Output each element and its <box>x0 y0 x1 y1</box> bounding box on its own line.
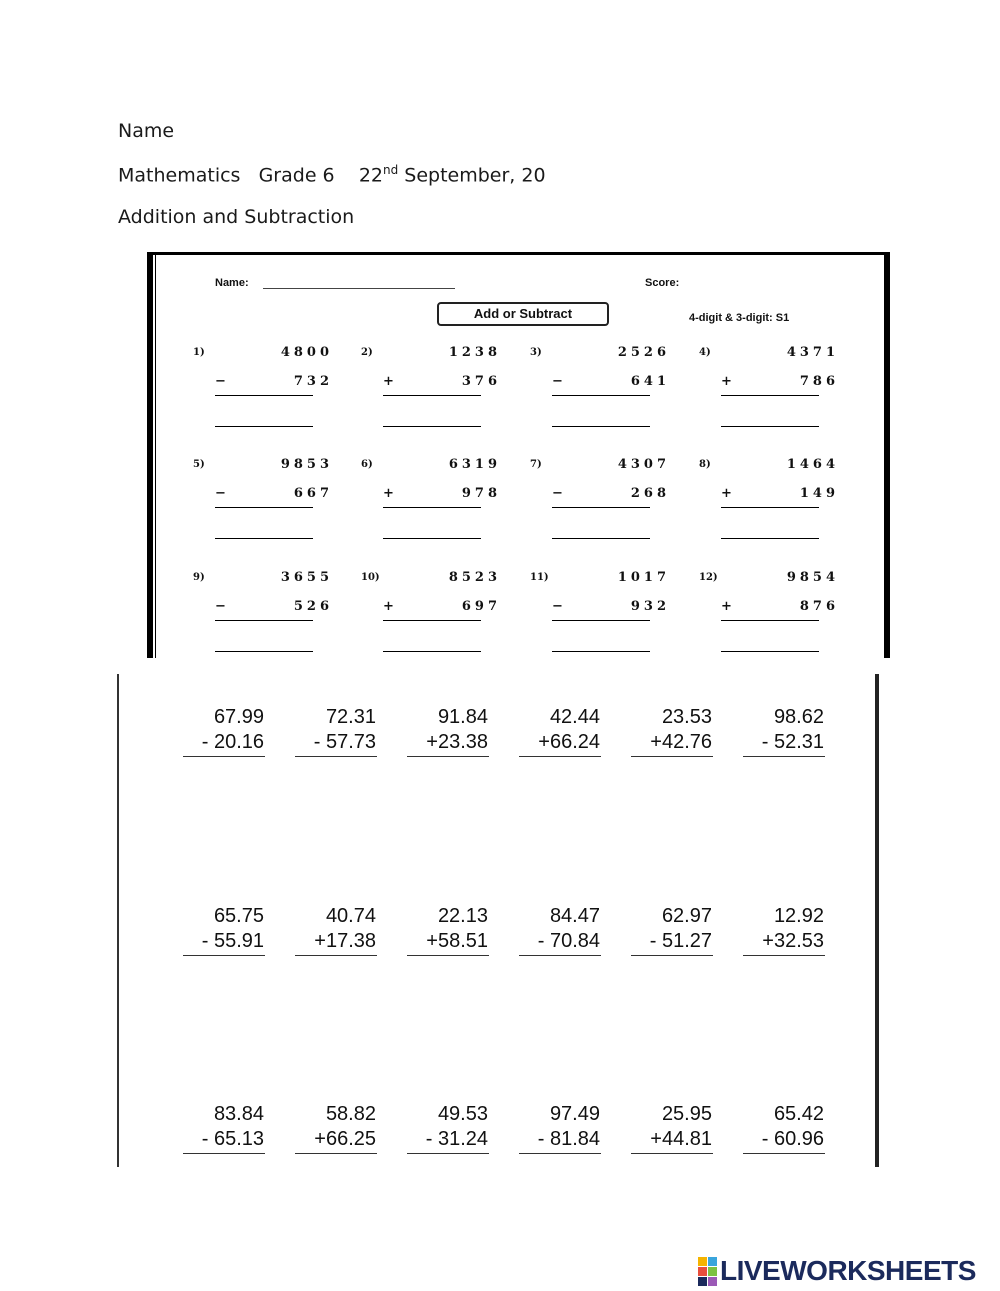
answer-line[interactable] <box>383 426 481 427</box>
answer-line[interactable] <box>519 955 601 956</box>
answer-line[interactable] <box>295 756 377 757</box>
answer-rule <box>383 620 481 621</box>
decimal-problem <box>628 706 728 757</box>
answer-line[interactable] <box>743 955 825 956</box>
answer-line[interactable] <box>215 538 313 539</box>
answer-line[interactable] <box>631 1153 713 1154</box>
ws-level: 4-digit & 3-digit: S1 <box>689 312 790 324</box>
decimal-bottom-number: +44.81 <box>650 1128 712 1150</box>
answer-line[interactable] <box>407 1153 489 1154</box>
decimal-problem <box>740 905 840 956</box>
integer-problem <box>193 570 343 660</box>
problem-bottom-number: 667 <box>293 486 333 501</box>
answer-rule <box>721 507 819 508</box>
integer-problem <box>530 570 680 660</box>
decimal-top-number: 65.42 <box>773 1103 824 1125</box>
decimal-bottom-number: +66.24 <box>538 731 600 753</box>
problem-operator: − <box>215 374 226 389</box>
problem-top-number: 6319 <box>448 457 501 472</box>
answer-rule <box>383 395 481 396</box>
problem-number: 2) <box>361 347 373 358</box>
problem-bottom-number: 732 <box>293 374 333 389</box>
problem-bottom-number: 978 <box>461 486 501 501</box>
decimal-top-number: 97.49 <box>549 1103 600 1125</box>
decimal-problem <box>628 905 728 956</box>
decimal-top-number: 72.31 <box>325 706 376 728</box>
answer-rule <box>215 395 313 396</box>
decimal-problem <box>180 905 280 956</box>
decimal-top-number: 65.75 <box>213 905 264 927</box>
decimal-bottom-number: - 57.73 <box>313 731 376 753</box>
answer-line[interactable] <box>552 426 650 427</box>
integer-problem <box>361 457 511 547</box>
logo-square <box>698 1267 707 1276</box>
answer-line[interactable] <box>383 651 481 652</box>
problem-top-number: 1017 <box>617 570 670 585</box>
decimal-top-number: 67.99 <box>213 706 264 728</box>
logo-square <box>708 1257 717 1266</box>
decimal-bottom-number: +58.51 <box>426 930 488 952</box>
problem-number: 1) <box>193 347 205 358</box>
decimal-top-number: 22.13 <box>437 905 488 927</box>
decimal-top-number: 23.53 <box>661 706 712 728</box>
decimal-top-number: 84.47 <box>549 905 600 927</box>
decimal-bottom-number: +42.76 <box>650 731 712 753</box>
decimal-problem <box>404 1103 504 1154</box>
decimal-bottom-number: - 81.84 <box>537 1128 600 1150</box>
problem-bottom-number: 268 <box>630 486 670 501</box>
liveworksheets-logo <box>698 1255 976 1287</box>
decimal-bottom-number: - 60.96 <box>761 1128 824 1150</box>
answer-line[interactable] <box>519 1153 601 1154</box>
answer-rule <box>215 507 313 508</box>
integer-problem <box>361 570 511 660</box>
problem-operator: + <box>383 599 394 614</box>
answer-line[interactable] <box>183 955 265 956</box>
answer-rule <box>552 395 650 396</box>
decimal-problem <box>180 1103 280 1154</box>
problem-top-number: 4371 <box>786 345 839 360</box>
decimal-problem <box>628 1103 728 1154</box>
subject-line <box>118 163 546 186</box>
decimal-problem <box>516 905 616 956</box>
decimal-bottom-number: - 70.84 <box>537 930 600 952</box>
answer-line[interactable] <box>215 651 313 652</box>
topic-label: Addition and Subtraction <box>118 206 355 228</box>
problem-number: 12) <box>699 572 718 583</box>
answer-line[interactable] <box>407 756 489 757</box>
decimal-problem <box>516 1103 616 1154</box>
problem-number: 11) <box>530 572 549 583</box>
decimal-top-number: 49.53 <box>437 1103 488 1125</box>
integer-problem <box>530 345 680 435</box>
decimal-problem <box>740 706 840 757</box>
ws-title: Add or Subtract <box>437 302 609 326</box>
answer-line[interactable] <box>552 538 650 539</box>
decimal-problem <box>292 706 392 757</box>
problem-number: 10) <box>361 572 380 583</box>
answer-rule <box>552 620 650 621</box>
problem-top-number: 4800 <box>280 345 333 360</box>
problem-number: 4) <box>699 347 711 358</box>
decimal-bottom-number: - 31.24 <box>425 1128 488 1150</box>
decimal-problem <box>404 706 504 757</box>
problem-operator: + <box>721 374 732 389</box>
problem-top-number: 2526 <box>617 345 670 360</box>
decimal-top-number: 91.84 <box>437 706 488 728</box>
problem-number: 9) <box>193 572 205 583</box>
integer-problem <box>699 345 849 435</box>
answer-rule <box>721 395 819 396</box>
integer-problem <box>193 457 343 547</box>
name-label: Name <box>118 120 175 142</box>
decimal-bottom-number: +17.38 <box>314 930 376 952</box>
decimal-bottom-number: +66.25 <box>314 1128 376 1150</box>
worksheet-border <box>155 255 156 658</box>
decimal-bottom-number: - 20.16 <box>201 731 264 753</box>
subject: Mathematics <box>118 164 241 187</box>
decimal-top-number: 98.62 <box>773 706 824 728</box>
answer-line[interactable] <box>295 1153 377 1154</box>
grade: Grade 6 <box>258 164 335 187</box>
decimal-top-number: 42.44 <box>549 706 600 728</box>
decimal-problem <box>292 905 392 956</box>
answer-line[interactable] <box>721 651 819 652</box>
answer-line[interactable] <box>721 538 819 539</box>
problem-operator: − <box>552 599 563 614</box>
problem-top-number: 1238 <box>448 345 501 360</box>
problem-bottom-number: 697 <box>461 599 501 614</box>
problem-number: 8) <box>699 459 711 470</box>
problem-operator: − <box>215 599 226 614</box>
problem-top-number: 4307 <box>617 457 670 472</box>
decimal-bottom-number: +32.53 <box>762 930 824 952</box>
problem-bottom-number: 641 <box>630 374 670 389</box>
integer-problem <box>699 457 849 547</box>
decimal-bottom-number: - 52.31 <box>761 731 824 753</box>
decimal-top-number: 62.97 <box>661 905 712 927</box>
decimal-problem <box>292 1103 392 1154</box>
problem-operator: + <box>721 599 732 614</box>
answer-line[interactable] <box>743 756 825 757</box>
integer-worksheet <box>147 252 890 658</box>
problem-top-number: 8523 <box>448 570 501 585</box>
decimal-top-number: 40.74 <box>325 905 376 927</box>
decimal-problem <box>180 706 280 757</box>
decimal-worksheet-left-border <box>117 674 119 1167</box>
integer-problem <box>361 345 511 435</box>
answer-line[interactable] <box>721 426 819 427</box>
ws-score-label: Score: <box>645 277 680 289</box>
decimal-top-number: 25.95 <box>661 1103 712 1125</box>
ws-name-label: Name: <box>215 277 249 289</box>
logo-square <box>708 1267 717 1276</box>
problem-operator: + <box>721 486 732 501</box>
decimal-bottom-number: - 51.27 <box>649 930 712 952</box>
answer-rule <box>383 507 481 508</box>
answer-line[interactable] <box>631 955 713 956</box>
decimal-problem <box>404 905 504 956</box>
answer-line[interactable] <box>295 955 377 956</box>
problem-bottom-number: 932 <box>630 599 670 614</box>
logo-mark-icon <box>698 1257 717 1286</box>
problem-bottom-number: 526 <box>293 599 333 614</box>
problem-top-number: 9854 <box>786 570 839 585</box>
date-rest: September, 20 <box>398 164 546 187</box>
integer-problem <box>699 570 849 660</box>
decimal-top-number: 83.84 <box>213 1103 264 1125</box>
integer-problem <box>530 457 680 547</box>
logo-square <box>708 1277 717 1286</box>
problem-number: 5) <box>193 459 205 470</box>
ws-name-line <box>263 288 455 289</box>
problem-operator: + <box>383 374 394 389</box>
problem-top-number: 9853 <box>280 457 333 472</box>
problem-operator: − <box>552 486 563 501</box>
answer-line[interactable] <box>215 426 313 427</box>
date-day: 22 <box>358 164 383 187</box>
problem-top-number: 3655 <box>280 570 333 585</box>
decimal-worksheet-right-border <box>875 674 879 1167</box>
answer-line[interactable] <box>743 1153 825 1154</box>
problem-bottom-number: 786 <box>799 374 839 389</box>
logo-square <box>698 1277 707 1286</box>
logo-square <box>698 1257 707 1266</box>
problem-top-number: 1464 <box>786 457 839 472</box>
answer-line[interactable] <box>383 538 481 539</box>
problem-bottom-number: 376 <box>461 374 501 389</box>
answer-line[interactable] <box>552 651 650 652</box>
answer-rule <box>552 507 650 508</box>
decimal-bottom-number: - 65.13 <box>201 1128 264 1150</box>
decimal-bottom-number: +23.38 <box>426 731 488 753</box>
problem-number: 3) <box>530 347 542 358</box>
answer-line[interactable] <box>183 756 265 757</box>
problem-bottom-number: 149 <box>799 486 839 501</box>
answer-line[interactable] <box>407 955 489 956</box>
decimal-top-number: 12.92 <box>773 905 824 927</box>
answer-line[interactable] <box>183 1153 265 1154</box>
integer-problem <box>193 345 343 435</box>
answer-rule <box>215 620 313 621</box>
date-suffix: nd <box>383 163 399 177</box>
decimal-problem <box>740 1103 840 1154</box>
answer-line[interactable] <box>519 756 601 757</box>
answer-line[interactable] <box>631 756 713 757</box>
problem-number: 7) <box>530 459 542 470</box>
problem-operator: − <box>215 486 226 501</box>
problem-operator: + <box>383 486 394 501</box>
problem-operator: − <box>552 374 563 389</box>
decimal-problem <box>516 706 616 757</box>
problem-bottom-number: 876 <box>799 599 839 614</box>
decimal-bottom-number: - 55.91 <box>201 930 264 952</box>
decimal-top-number: 58.82 <box>325 1103 376 1125</box>
problem-number: 6) <box>361 459 373 470</box>
answer-rule <box>721 620 819 621</box>
logo-text: LIVEWORKSHEETS <box>720 1255 976 1286</box>
